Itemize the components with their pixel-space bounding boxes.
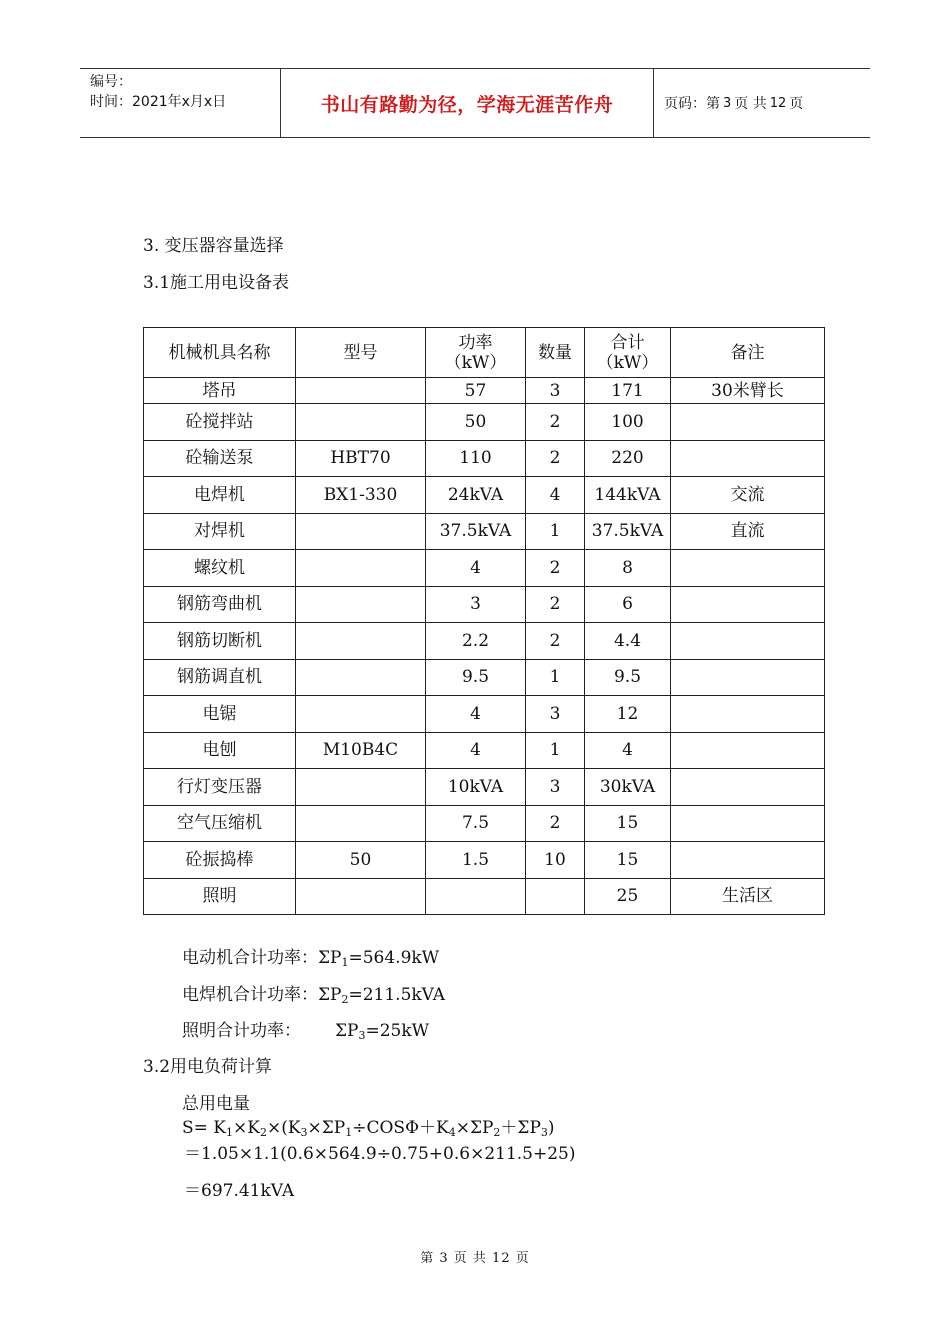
table-row xyxy=(144,586,825,623)
table-cell: 砼输送泵 xyxy=(144,440,296,477)
table-cell: 24kVA xyxy=(426,477,526,514)
table-row xyxy=(144,404,825,441)
table-cell: 空气压缩机 xyxy=(144,805,296,842)
header-page-indicator xyxy=(654,69,870,137)
page-footer: 第 3 页 共 12 页 xyxy=(420,1251,530,1266)
table-cell xyxy=(671,404,825,441)
table-cell: 4 xyxy=(526,477,585,514)
load-formula: $S= K_1\times K_2\times(K_3\times\Sigma P_1\div COS\Phi+K_4\times\Sigma P_2+\Sigma P_3)$ xyxy=(182,1118,555,1139)
table-row xyxy=(144,842,825,879)
table-row xyxy=(144,659,825,696)
table-cell: 照明 xyxy=(144,878,296,915)
table-cell xyxy=(296,586,426,623)
table-cell: 8 xyxy=(585,550,671,587)
table-cell: 220 xyxy=(585,440,671,477)
table-cell xyxy=(296,696,426,733)
table-header-cell: 机械机具名称 xyxy=(144,328,296,378)
table-cell: 2 xyxy=(526,440,585,477)
table-cell: 4.4 xyxy=(585,623,671,660)
table-cell xyxy=(296,659,426,696)
table-cell: 1 xyxy=(526,659,585,696)
table-cell: 4 xyxy=(426,550,526,587)
table-row xyxy=(144,769,825,806)
table-cell: 3 xyxy=(526,378,585,404)
table-cell xyxy=(671,440,825,477)
table-cell xyxy=(671,842,825,879)
table-cell: 电锯 xyxy=(144,696,296,733)
table-cell: 钢筋弯曲机 xyxy=(144,586,296,623)
table-cell xyxy=(671,586,825,623)
table-header-cell: 数量 xyxy=(526,328,585,378)
table-cell: 砼振捣棒 xyxy=(144,842,296,879)
welder-total-sub: 2 xyxy=(341,993,349,1006)
table-cell: 4 xyxy=(426,696,526,733)
table-cell: 2 xyxy=(526,805,585,842)
table-cell: 电焊机 xyxy=(144,477,296,514)
welder-total-label: 电焊机合计功率： xyxy=(182,985,318,1005)
table-cell xyxy=(296,550,426,587)
page-mid: 页 共 xyxy=(734,96,767,112)
table-cell xyxy=(671,623,825,660)
subsection-load-calc: 3.2用电负荷计算 xyxy=(143,1057,273,1077)
table-cell xyxy=(426,878,526,915)
table-cell: 1.5 xyxy=(426,842,526,879)
load-substitution: ＝1.05×1.1(0.6×564.9÷0.75+0.6×211.5+25) xyxy=(184,1144,576,1164)
motor-total-label: 电动机合计功率： xyxy=(182,948,318,968)
section-title: 3. 变压器容量选择 xyxy=(143,236,284,256)
table-cell: 2 xyxy=(526,404,585,441)
lighting-total-sub: 3 xyxy=(358,1029,366,1042)
table-cell: 6 xyxy=(585,586,671,623)
table-cell xyxy=(296,805,426,842)
table-cell: 交流 xyxy=(671,477,825,514)
table-cell: 9.5 xyxy=(426,659,526,696)
table-cell: 2 xyxy=(526,550,585,587)
table-cell: 生活区 xyxy=(671,878,825,915)
table-cell: 塔吊 xyxy=(144,378,296,404)
table-cell: BX1-330 xyxy=(296,477,426,514)
table-cell xyxy=(671,769,825,806)
table-cell: 30kVA xyxy=(585,769,671,806)
table-cell: 4 xyxy=(585,732,671,769)
table-cell: 100 xyxy=(585,404,671,441)
table-cell: 10kVA xyxy=(426,769,526,806)
table-row xyxy=(144,477,825,514)
equipment-table xyxy=(143,327,825,915)
table-cell: 10 xyxy=(526,842,585,879)
table-cell xyxy=(296,878,426,915)
table-cell: 50 xyxy=(296,842,426,879)
lighting-total-label: 照明合计功率： xyxy=(182,1021,301,1041)
table-cell: 25 xyxy=(585,878,671,915)
table-cell: 50 xyxy=(426,404,526,441)
subsection-equipment-table: 3.1施工用电设备表 xyxy=(143,273,290,293)
table-cell: 钢筋切断机 xyxy=(144,623,296,660)
table-cell xyxy=(296,769,426,806)
page-header xyxy=(80,68,870,138)
table-cell: 2 xyxy=(526,586,585,623)
welder-total-symbol: ΣP xyxy=(318,985,342,1005)
table-cell: 钢筋调直机 xyxy=(144,659,296,696)
table-header-cell: 备注 xyxy=(671,328,825,378)
table-cell: 3 xyxy=(526,696,585,733)
table-cell: 2.2 xyxy=(426,623,526,660)
table-cell xyxy=(526,878,585,915)
table-cell xyxy=(671,696,825,733)
table-row xyxy=(144,440,825,477)
table-cell: 144kVA xyxy=(585,477,671,514)
number-label: 编号： xyxy=(90,74,132,90)
page-prefix: 页码：第 xyxy=(664,96,720,112)
table-row xyxy=(144,878,825,915)
table-row xyxy=(144,805,825,842)
table-cell: 电刨 xyxy=(144,732,296,769)
table-row xyxy=(144,378,825,404)
table-cell xyxy=(296,404,426,441)
table-row xyxy=(144,513,825,550)
table-cell: 3 xyxy=(526,769,585,806)
table-cell: 15 xyxy=(585,805,671,842)
page-total: 12 xyxy=(769,95,787,111)
table-cell: 行灯变压器 xyxy=(144,769,296,806)
table-cell: M10B4C xyxy=(296,732,426,769)
motor-total-symbol: ΣP xyxy=(318,948,342,968)
table-cell: 12 xyxy=(585,696,671,733)
table-cell: 对焊机 xyxy=(144,513,296,550)
table-cell: 15 xyxy=(585,842,671,879)
table-header-row xyxy=(144,328,825,378)
table-cell: 3 xyxy=(426,586,526,623)
welder-total-line xyxy=(182,980,445,1005)
date-text: 时间：2021年x月x日 xyxy=(90,94,227,110)
welder-total-value: =211.5kVA xyxy=(348,985,446,1005)
table-cell: 9.5 xyxy=(585,659,671,696)
table-cell xyxy=(296,378,426,404)
table-cell: 2 xyxy=(526,623,585,660)
header-motto: 书山有路勤为径，学海无涯苦作舟 xyxy=(281,69,654,137)
table-row xyxy=(144,550,825,587)
table-cell: 110 xyxy=(426,440,526,477)
table-row xyxy=(144,623,825,660)
lighting-total-symbol: ΣP xyxy=(335,1021,359,1041)
motor-total-value: =564.9kW xyxy=(348,948,440,968)
motor-total-sub: 1 xyxy=(341,956,349,969)
lighting-total-line xyxy=(182,1016,429,1041)
table-header-cell: 合计 （kW） xyxy=(585,328,671,378)
table-cell: 57 xyxy=(426,378,526,404)
table-cell xyxy=(296,623,426,660)
table-cell: 37.5kVA xyxy=(585,513,671,550)
page-number: 3 xyxy=(723,95,732,111)
table-cell xyxy=(671,659,825,696)
table-cell xyxy=(671,805,825,842)
table-cell xyxy=(296,513,426,550)
table-cell: 砼搅拌站 xyxy=(144,404,296,441)
table-cell: 螺纹机 xyxy=(144,550,296,587)
table-cell: HBT70 xyxy=(296,440,426,477)
lighting-total-value: =25kW xyxy=(365,1021,430,1041)
total-power-label: 总用电量 xyxy=(182,1094,250,1114)
table-cell: 7.5 xyxy=(426,805,526,842)
table-header-cell: 型号 xyxy=(296,328,426,378)
table-cell: 4 xyxy=(426,732,526,769)
table-cell: 171 xyxy=(585,378,671,404)
motor-total-line xyxy=(182,943,439,968)
table-header-cell: 功率 （kW） xyxy=(426,328,526,378)
table-row xyxy=(144,732,825,769)
page-suffix: 页 xyxy=(789,96,804,112)
table-cell xyxy=(671,732,825,769)
table-cell: 1 xyxy=(526,732,585,769)
table-cell xyxy=(671,550,825,587)
table-row xyxy=(144,696,825,733)
table-cell: 37.5kVA xyxy=(426,513,526,550)
table-cell: 30米臂长 xyxy=(671,378,825,404)
table-cell: 直流 xyxy=(671,513,825,550)
load-result: ＝697.41kVA xyxy=(184,1181,295,1201)
header-left xyxy=(80,69,281,137)
table-cell: 1 xyxy=(526,513,585,550)
